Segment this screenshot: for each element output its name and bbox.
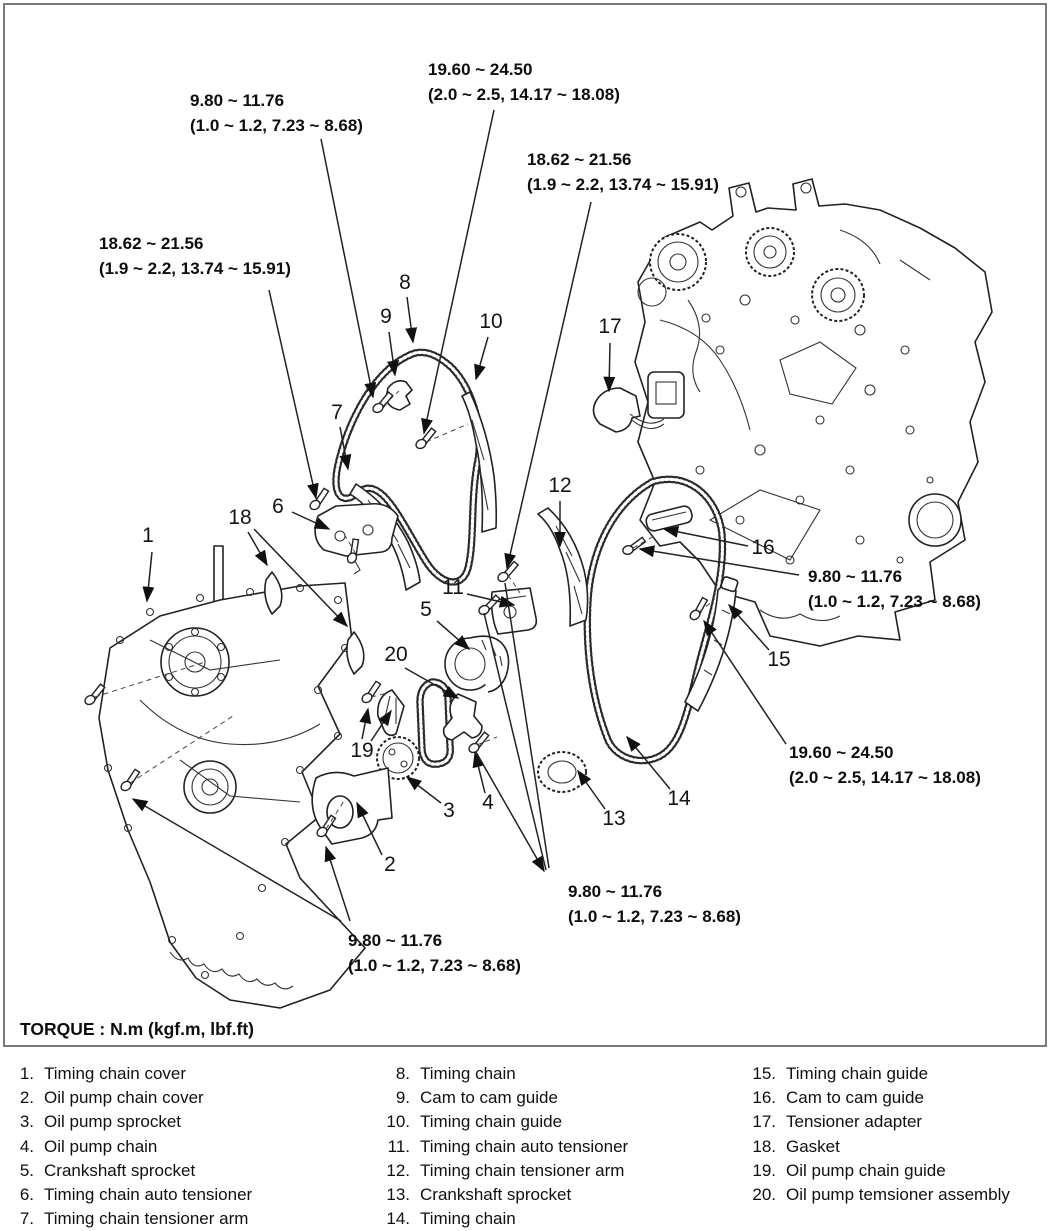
legend-item-label: Timing chain guide	[420, 1112, 563, 1132]
part-number-label: 7	[331, 400, 343, 424]
torque-callout	[789, 740, 981, 790]
torque-callout-line2: (1.0 ~ 1.2, 7.23 ~ 8.68)	[808, 592, 981, 611]
torque-callout-line2: (1.0 ~ 1.2, 7.23 ~ 8.68)	[348, 956, 521, 975]
legend-item	[382, 1207, 628, 1231]
part-number-label: 19	[350, 738, 374, 762]
legend-item-number: 9.	[395, 1088, 410, 1108]
legend-item	[6, 1086, 252, 1110]
part-number-label: 5	[420, 597, 432, 621]
legend-column-1	[6, 1062, 252, 1231]
legend-item	[382, 1086, 628, 1110]
legend-item-number: 5.	[19, 1160, 34, 1180]
part-number-label: 6	[272, 494, 284, 518]
torque-callout-line2: (1.9 ~ 2.2, 13.74 ~ 15.91)	[99, 259, 291, 278]
legend-item-label: Timing chain	[420, 1064, 516, 1083]
torque-callout-line1: 18.62 ~ 21.56	[527, 150, 632, 169]
oil-pump-chain-4-drawing	[420, 682, 450, 764]
legend-item	[6, 1159, 252, 1183]
crankshaft-sprocket-5-drawing	[445, 636, 509, 692]
torque-callout	[190, 88, 363, 138]
torque-callout	[428, 57, 620, 107]
legend-item	[748, 1086, 1010, 1110]
part-number-label: 1	[142, 523, 154, 547]
torque-units-note: TORQUE : N.m (kgf.m, lbf.ft)	[20, 1019, 254, 1039]
legend-item-number: 10.	[386, 1112, 410, 1132]
legend-item-label: Timing chain tensioner arm	[420, 1160, 625, 1180]
legend-item-number: 8.	[395, 1064, 410, 1083]
timing-chain-auto-tensioner-11-drawing	[492, 588, 537, 634]
torque-callout-line1: 18.62 ~ 21.56	[99, 234, 204, 253]
torque-callout-line1: 19.60 ~ 24.50	[428, 60, 533, 79]
legend-item-label: Timing chain guide	[786, 1064, 929, 1083]
part-number-label: 16	[751, 535, 775, 559]
part-number-label: 8	[399, 270, 411, 294]
legend-item-number: 6.	[19, 1185, 34, 1205]
legend-item-number: 3.	[19, 1112, 34, 1132]
legend-item-number: 11.	[387, 1136, 410, 1156]
part-number-label: 2	[384, 852, 396, 876]
torque-callout-line2: (1.9 ~ 2.2, 13.74 ~ 15.91)	[527, 175, 719, 194]
torque-callout	[99, 231, 291, 281]
legend-item-number: 20.	[752, 1185, 776, 1205]
legend-item-label: Oil pump temsioner assembly	[786, 1185, 1010, 1205]
torque-callout-line1: 9.80 ~ 11.76	[808, 567, 903, 586]
legend-item	[382, 1110, 628, 1134]
part-number-label: 18	[228, 505, 252, 529]
legend-item-label: Cam to cam guide	[786, 1088, 924, 1108]
legend-item	[6, 1183, 252, 1207]
legend-column-2	[382, 1062, 628, 1231]
legend-item	[6, 1135, 252, 1159]
torque-callout	[348, 928, 521, 978]
legend-item	[748, 1062, 1010, 1086]
legend-item-label: Timing chain auto tensioner	[420, 1136, 629, 1156]
legend-item-label: Timing chain auto tensioner	[44, 1185, 253, 1205]
legend-item	[748, 1110, 1010, 1134]
legend-item-number: 13.	[386, 1185, 410, 1205]
legend-item-label: Tensioner adapter	[786, 1112, 923, 1132]
legend-item-number: 17.	[752, 1112, 776, 1132]
legend-item-label: Gasket	[786, 1136, 840, 1156]
part-number-label: 15	[767, 647, 791, 671]
torque-callout-line1: 9.80 ~ 11.76	[348, 931, 443, 950]
legend-item	[748, 1135, 1010, 1159]
legend-item-number: 1.	[19, 1064, 34, 1083]
legend-item-label: Crankshaft sprocket	[420, 1185, 572, 1205]
torque-callout-line1: 9.80 ~ 11.76	[190, 91, 285, 110]
legend-item	[748, 1159, 1010, 1183]
oil-pump-chain-guide-19-drawing	[378, 690, 404, 735]
torque-callout-line2: (2.0 ~ 2.5, 14.17 ~ 18.08)	[428, 85, 620, 104]
legend-item-number: 19.	[752, 1160, 776, 1180]
legend-item	[382, 1135, 628, 1159]
legend-item	[6, 1207, 252, 1231]
legend-item	[748, 1183, 1010, 1207]
legend-item-label: Oil pump chain guide	[786, 1160, 946, 1180]
timing-chain-guide-15-drawing	[685, 576, 738, 711]
legend-item-number: 2.	[19, 1088, 34, 1108]
legend-item	[6, 1062, 252, 1086]
legend-item-label: Oil pump chain cover	[44, 1088, 204, 1108]
torque-callout	[527, 147, 719, 197]
timing-chain-guide-10-drawing	[462, 392, 496, 532]
part-number-label: 14	[667, 786, 691, 810]
legend-item	[382, 1159, 628, 1183]
part-number-label: 12	[548, 473, 572, 497]
torque-callout-line1: 19.60 ~ 24.50	[789, 743, 894, 762]
torque-callout	[808, 564, 981, 614]
legend-item	[382, 1062, 628, 1086]
part-number-label: 9	[380, 304, 392, 328]
legend-item-label: Oil pump chain	[44, 1136, 158, 1156]
tensioner-arm-12-drawing	[538, 508, 588, 626]
part-number-label: 3	[443, 798, 455, 822]
part-number-label: 10	[479, 309, 503, 333]
part-number-label: 11	[442, 575, 464, 599]
torque-callout-line1: 9.80 ~ 11.76	[568, 882, 663, 901]
legend-item-label: Cam to cam guide	[420, 1088, 558, 1108]
torque-callout	[568, 879, 741, 929]
torque-callout-line2: (1.0 ~ 1.2, 7.23 ~ 8.68)	[568, 907, 741, 926]
legend-item	[382, 1183, 628, 1207]
torque-callout-line2: (1.0 ~ 1.2, 7.23 ~ 8.68)	[190, 116, 363, 135]
legend-item-label: Timing chain	[420, 1209, 516, 1229]
legend-item-label: Oil pump sprocket	[44, 1112, 181, 1132]
legend-item-number: 15.	[752, 1064, 776, 1083]
part-number-label: 17	[598, 314, 622, 338]
legend-item-number: 4.	[19, 1136, 34, 1156]
legend-item	[6, 1110, 252, 1134]
legend-item-label: Crankshaft sprocket	[44, 1160, 196, 1180]
part-number-label: 13	[602, 806, 626, 830]
legend-item-number: 16.	[752, 1088, 776, 1108]
torque-callout-line2: (2.0 ~ 2.5, 14.17 ~ 18.08)	[789, 768, 981, 787]
legend-item-number: 14.	[386, 1209, 410, 1229]
legend-column-3	[748, 1062, 1010, 1207]
part-number-label: 20	[384, 642, 408, 666]
legend-item-label: Timing chain cover	[44, 1064, 187, 1083]
legend-item-number: 12.	[386, 1160, 410, 1180]
legend-item-number: 7.	[19, 1209, 34, 1229]
part-number-label: 4	[482, 790, 494, 814]
legend-item-number: 18.	[752, 1136, 776, 1156]
legend-item-label: Timing chain tensioner arm	[44, 1209, 249, 1229]
